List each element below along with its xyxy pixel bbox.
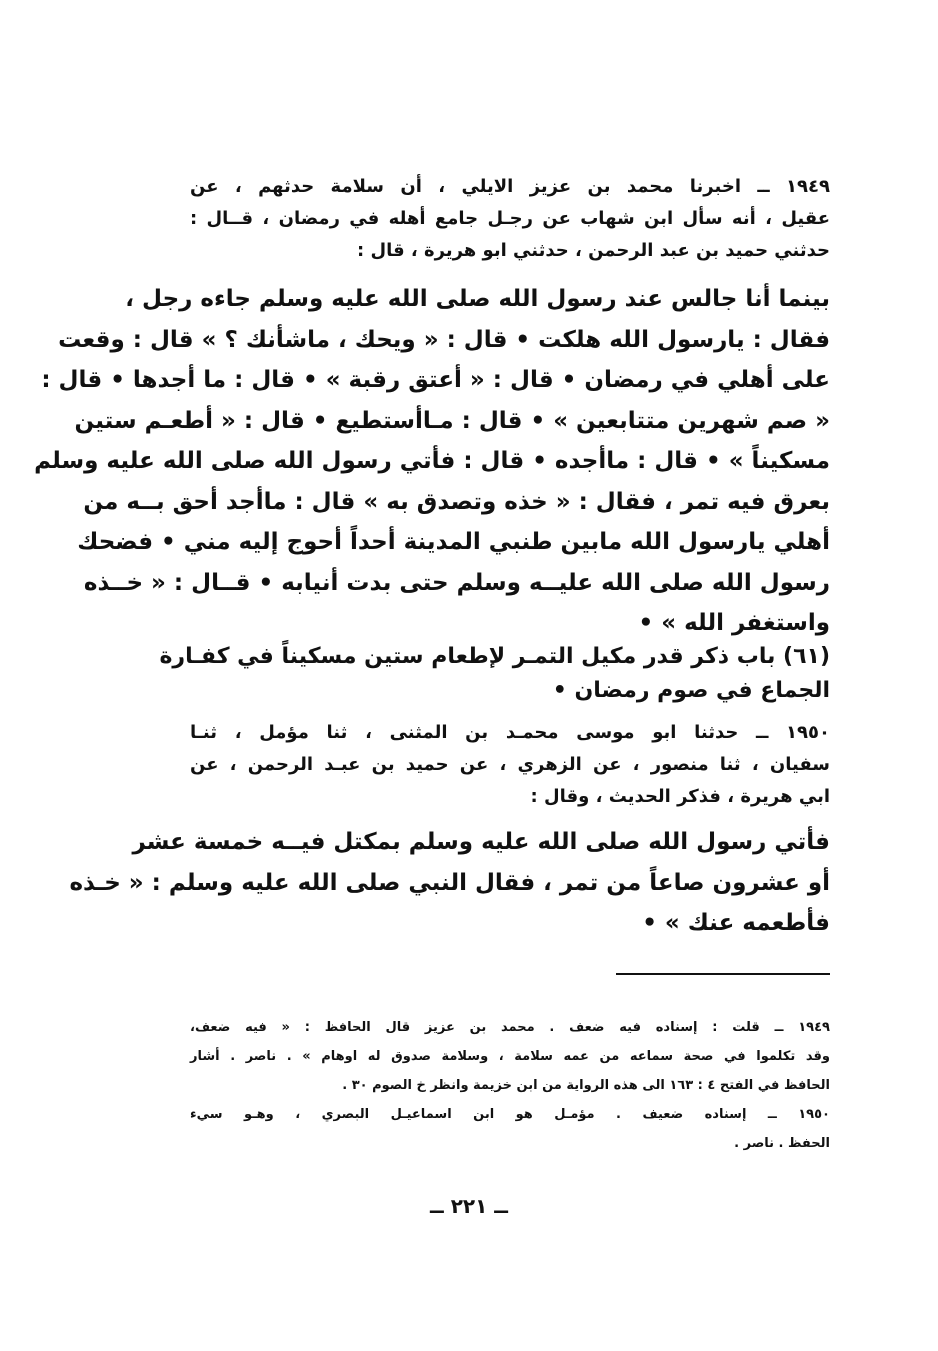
- text-line: واستغفر الله » •: [638, 610, 830, 636]
- footnote-line: ١٩٥٠ ــ إسناده ضعيف . مؤمـل هو ابن اسماعيـل البصري ، وهـو سيء: [190, 1107, 830, 1122]
- text-line: عقيل ، أنه سأل ابن شهاب عن رجـل جامع أهله في رمضان ، قــال :: [190, 208, 830, 229]
- footnote-line: وقد تكلموا في صحة سماعه من عمه سلامة ، وسلامة صدوق له اوهام » . ناصر . أشار: [190, 1049, 830, 1064]
- footnote-line: الحفظ . ناصر .: [734, 1136, 830, 1151]
- text-line: بينما أنا جالس عند رسول الله صلى الله عليه وسلم جاءه رجل ،: [125, 286, 830, 312]
- hadith-1950-isnad: [190, 717, 830, 813]
- text-line: أهلي يارسول الله مابين طنبي المدينة أحداً أحوج إليه مني • فضحك: [77, 529, 830, 555]
- footnote-separator: [616, 973, 830, 975]
- page-number: ــ ٢٢١ ــ: [430, 1194, 508, 1218]
- chapter-heading: [159, 640, 830, 708]
- text-line: ابي هريرة ، فذكر الحديث ، وقال :: [530, 786, 830, 807]
- text-line: ١٩٥٠ ــ حدثنا ابو موسى محمـد بن المثنى ، ثنا مؤمل ، ثنـا: [190, 722, 830, 743]
- text-line: حدثني حميد بن عبد الرحمن ، حدثني ابو هريرة ، قال :: [357, 240, 830, 261]
- text-line: بعرق فيه تمر ، فقال : « خذه وتصدق به » قال : ماأجد أحق بــه من: [83, 488, 830, 515]
- text-line: مسكيناً » • قال : ماأجده • قال : فأتي رسول الله صلى الله عليه وسلم: [34, 448, 830, 474]
- text-line: رسول الله صلى الله عليــه وسلم حتى بدت أنيابه • قــال : « خــذه: [83, 569, 830, 596]
- footnotes: [190, 1013, 830, 1158]
- text-line: فقال : يارسول الله هلكت • قال : « ويحك ، ماشأنك ؟ » قال : وقعت: [58, 326, 830, 353]
- hadith-1949-matn: [34, 279, 830, 644]
- text-line: أو عشرون صاعاً من تمر ، فقال النبي صلى الله عليه وسلم : « خـذه: [69, 869, 830, 896]
- text-line: فأتي رسول الله صلى الله عليه وسلم بمكتل فيــه خمسة عشر: [132, 829, 830, 855]
- heading-line: (٦١) باب ذكر قدر مكيل التمـر لإطعام ستين مسكيناً في كفـارة: [159, 644, 830, 669]
- hadith-1950-matn: [69, 822, 830, 944]
- heading-line: الجماع في صوم رمضان •: [552, 678, 830, 703]
- hadith-1949-isnad: [190, 171, 830, 267]
- text-line: على أهلي في رمضان • قال : « أعتق رقبة » • قال : ما أجدها • قال :: [41, 367, 830, 393]
- text-line: فأطعمه عنك » •: [642, 910, 830, 936]
- text-line: « صم شهرين متتابعين » • قال : مـاأستطيع • قال : « أطعـم ستين: [74, 407, 830, 434]
- text-line: ١٩٤٩ ــ اخبرنا محمد بن عزيز الايلي ، أن سلامة حدثهم ، عن: [190, 176, 830, 197]
- footnote-line: ١٩٤٩ ــ قلت : إسناده فيه ضعف . محمد بن عزيز قال الحافظ : « فيه ضعف،: [190, 1020, 830, 1035]
- footnote-line: الحافظ في الفتح ٤ : ١٦٣ الى هذه الرواية من ابن خزيمة وانظر خ الصوم ٣٠ .: [342, 1078, 830, 1093]
- text-line: سفيان ، ثنا منصور ، عن الزهري ، عن حميد بن عبـد الرحمن ، عن: [190, 754, 830, 775]
